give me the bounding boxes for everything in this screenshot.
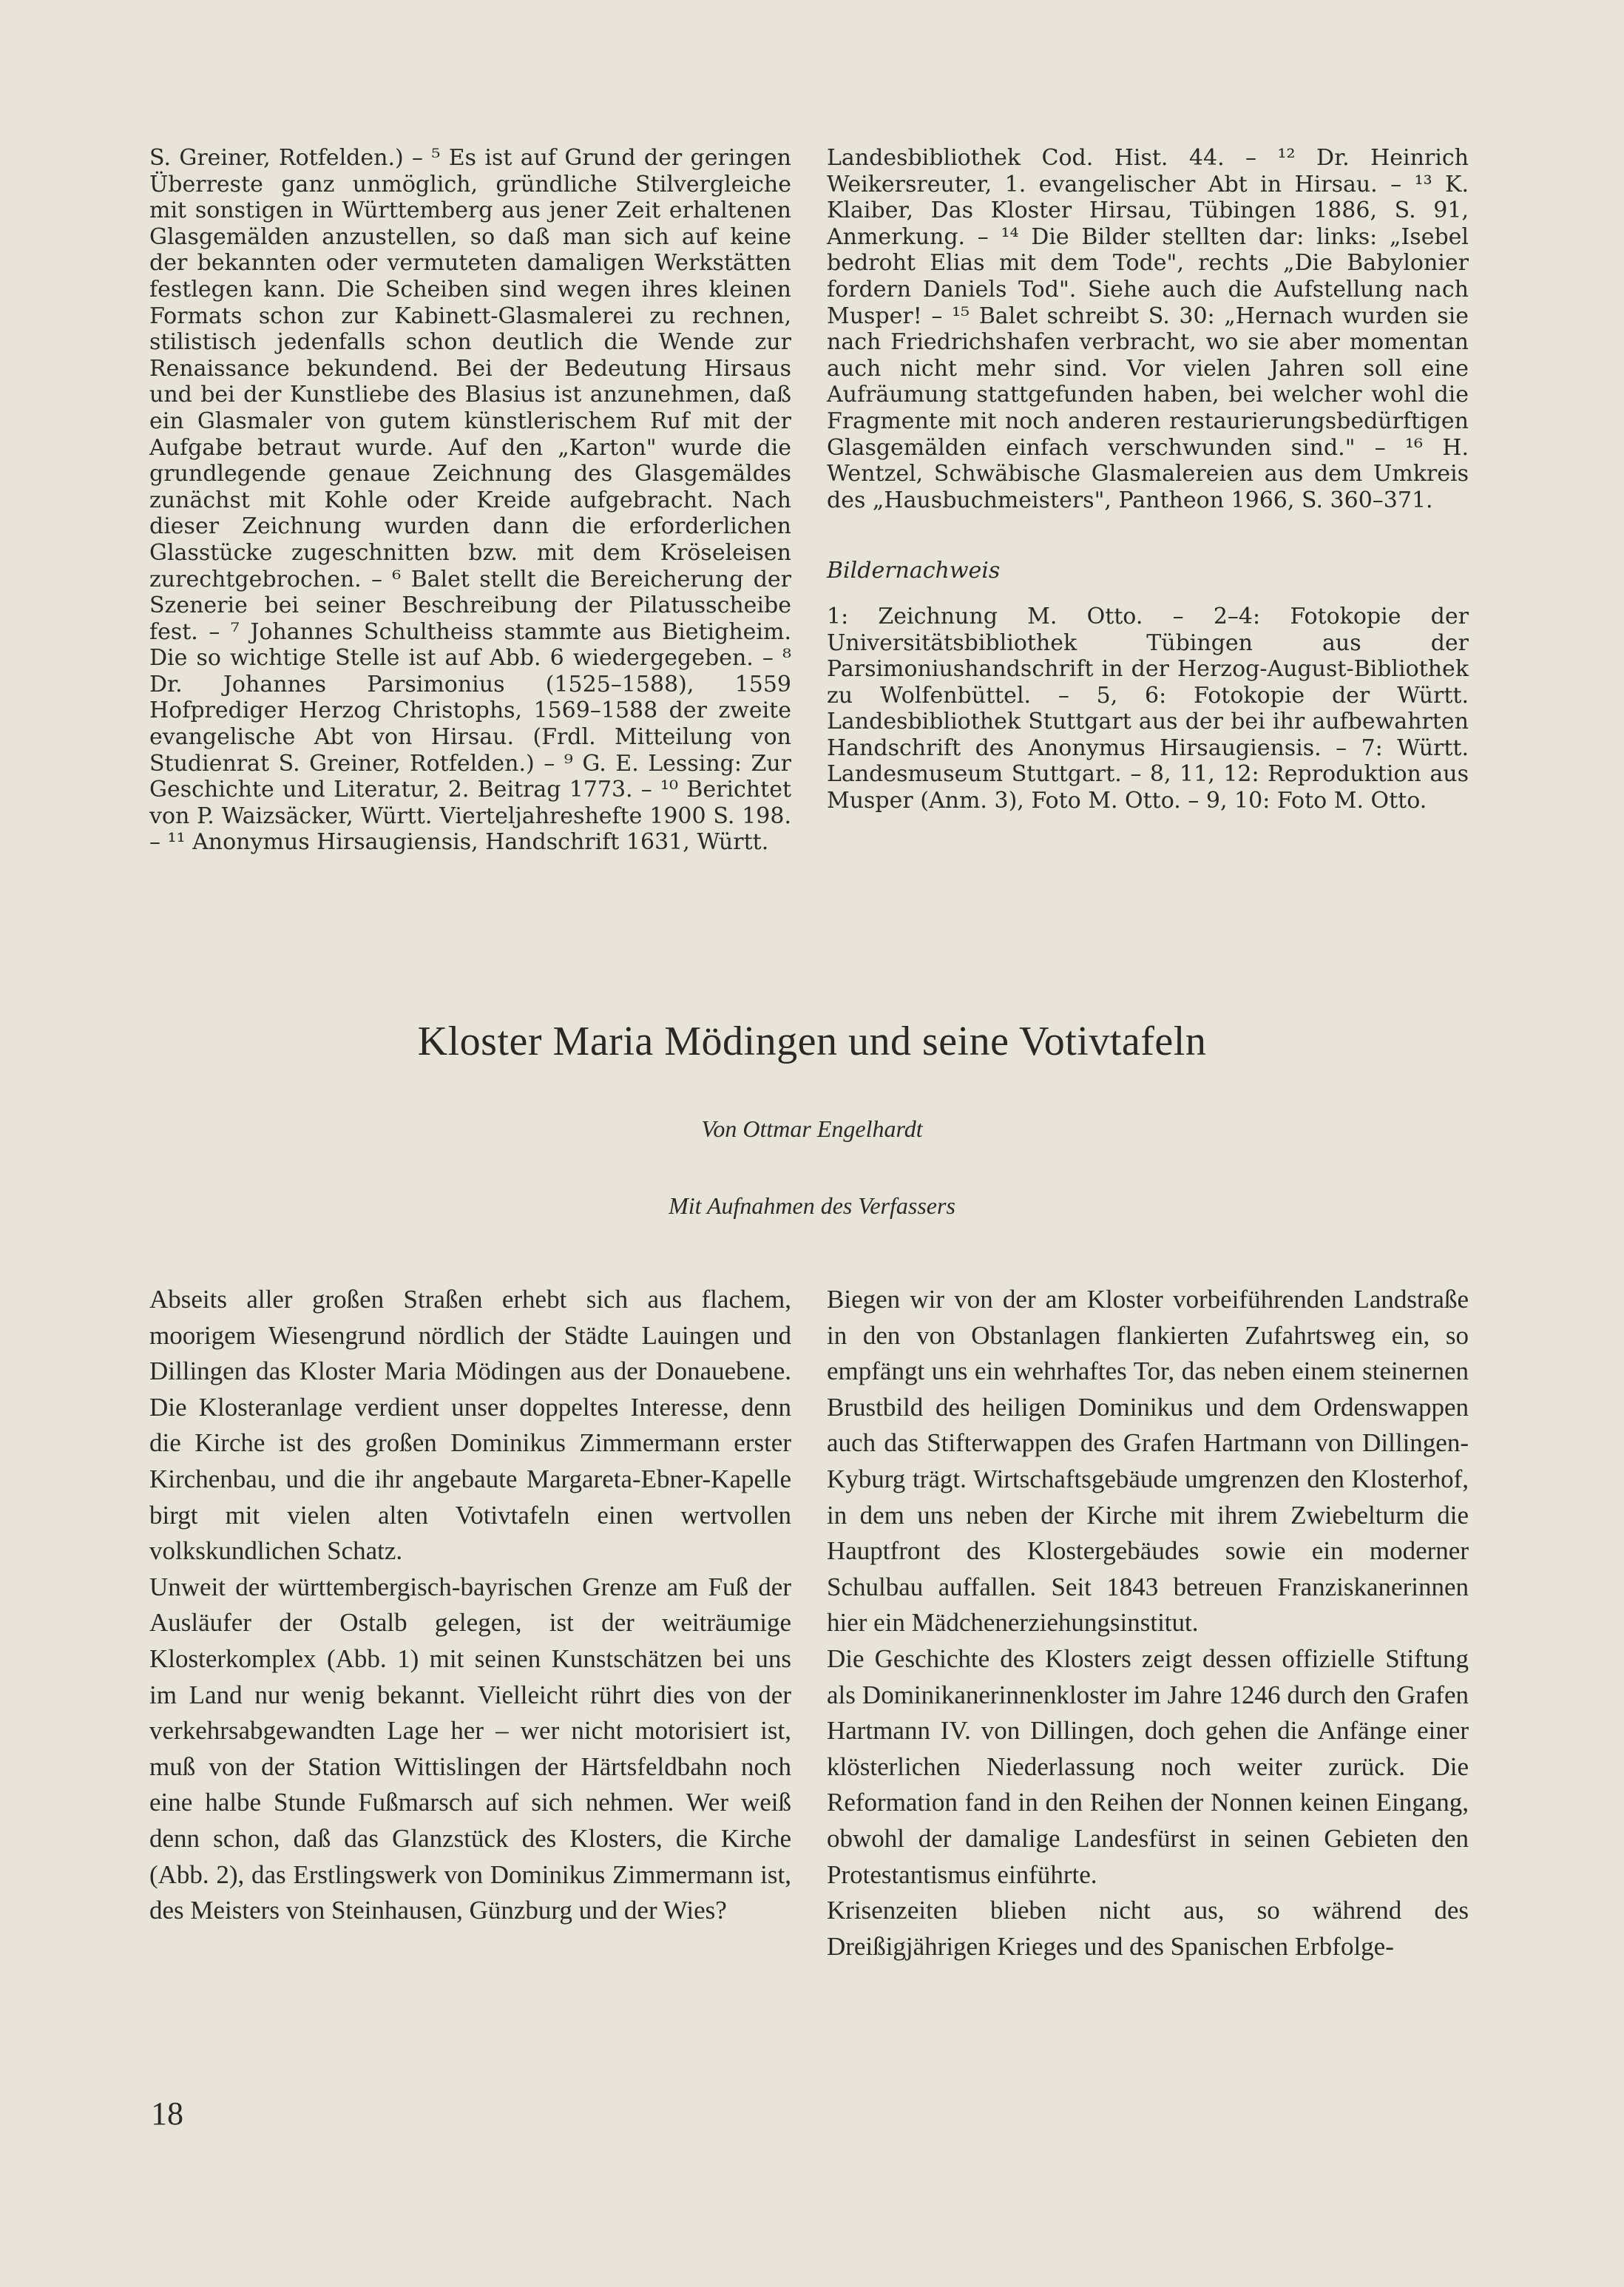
body-paragraph: Abseits aller großen Straßen erhebt sich aus flachem, moorigem Wiesengrund nördlich der Städte Lauingen und Dillingen das Kloster Maria Mödingen aus der Donauebene. Die Klosteranlage verdient unser doppeltes Interesse, denn die Kirche ist des großen Dominikus Zimmermann erster Kirchenbau, und die ihr angebaute Margareta-Ebner-Kapelle birgt mit vielen alten Votivtafeln einen wertvollen volkskundlichen Schatz. [149,1285,791,1566]
body-left-column [149,1282,791,1929]
footnotes-paragraph: Landesbibliothek Cod. Hist. 44. – ¹² Dr. Heinrich Weikersreuter, 1. evangelischer Abt in Hirsau. – ¹³ K. Klaiber, Das Kloster Hirsau, Tübingen 1886, S. 91, Anmerkung. – ¹⁴ Die Bilder stellten dar: links: „Isebel bedroht Elias mit dem Tode", rechts „Die Babylonier fordern Daniels Tod". Siehe auch die Aufstellung nach Musper! – ¹⁵ Balet schreibt S. 30: „Hernach wurden sie nach Friedrichshafen verbracht, wo sie aber momentan auch nicht mehr sind. Vor vielen Jahren soll eine Aufräumung stattgefunden haben, bei welcher wohl die Fragmente mit noch anderen restaurierungsbedürftigen Glasgemälden einfach verschwunden sind." – ¹⁶ H. Wentzel, Schwäbische Glasmalereien aus dem Umkreis des „Hausbuchmeisters", Pantheon 1966, S. 360–371. [827,145,1469,513]
article-byline: Von Ottmar Engelhardt [701,1115,923,1142]
page-number: 18 [151,2095,183,2132]
body-paragraph: Die Geschichte des Klosters zeigt dessen offizielle Stiftung als Dominikanerinnenkloster im Jahre 1246 durch den Grafen Hartmann IV. von Dillingen, doch gehen die Anfänge einer klösterlichen Niederlassung noch weiter zurück. Die Reformation fand in den Reihen der Nonnen keinen Eingang, obwohl der damalige Landesfürst in seinen Gebieten den Protestantismus einführte. [827,1644,1469,1889]
body-paragraph: Biegen wir von der am Kloster vorbeiführenden Landstraße in den von Obstanlagen flankierten Zufahrtsweg ein, so empfängt uns ein wehrhaftes Tor, das neben einem steinernen Brustbild des heiligen Dominikus und dem Ordenswappen auch das Stifterwappen des Grafen Hartmann von Dillingen-Kyburg trägt. Wirtschaftsgebäude umgrenzen den Klosterhof, in dem uns neben der Kirche mit ihrem Zwiebelturm die Hauptfront des Klostergebäudes sowie ein moderner Schulbau auffallen. Seit 1843 betreuen Franziskanerinnen hier ein Mädchenerziehungsinstitut. [827,1285,1469,1638]
body-right-column [827,1282,1469,1965]
photo-credit: Mit Aufnahmen des Verfassers [669,1192,955,1219]
bildernachweis-text: 1: Zeichnung M. Otto. – 2–4: Fotokopie der Universitätsbibliothek Tübingen aus der Parsimoniushandschrift in der Herzog-August-Bibliothek zu Wolfenbüttel. – 5, 6: Fotokopie der Württ. Landesbibliothek Stuttgart aus der bei ihr aufbewahrten Handschrift des Anonymus Hirsaugiensis. – 7: Württ. Landesmuseum Stuttgart. – 8, 11, 12: Reproduktion aus Musper (Anm. 3), Foto M. Otto. – 9, 10: Foto M. Otto. [827,603,1469,814]
bildernachweis-heading: Bildernachweis [827,558,1001,584]
footnotes-paragraph: S. Greiner, Rotfelden.) – ⁵ Es ist auf Grund der geringen Überreste ganz unmöglich, gründliche Stilvergleiche mit sonstigen in Württemberg aus jener Zeit erhaltenen Glasgemälden anzustellen, so daß man sich auf keine der bekannten oder vermuteten damaligen Werkstätten festlegen kann. Die Scheiben sind wegen ihres kleinen Formats schon zur Kabinett-Glasmalerei zu rechnen, stilistisch jedenfalls schon deutlich die Wende zur Renaissance bekundend. Bei der Bedeutung Hirsaus und bei der Kunstliebe des Blasius ist anzunehmen, daß ein Glasmaler von gutem künstlerischem Ruf mit der Aufgabe betraut wurde. Auf den „Karton" wurde die grundlegende genaue Zeichnung des Glasgemäldes zunächst mit Kohle oder Kreide aufgebracht. Nach dieser Zeichnung wurden dann die erforderlichen Glasstücke zugeschnitten bzw. mit dem Kröseleisen zurechtgebrochen. – ⁶ Balet stellt die Bereicherung der Szenerie bei seiner Beschreibung der Pilatusscheibe fest. – ⁷ Johannes Schultheiss stammte aus Bietigheim. Die so wichtige Stelle ist auf Abb. 6 wiedergegeben. – ⁸ Dr. Johannes Parsimonius (1525–1588), 1559 Hofprediger Herzog Christophs, 1569–1588 der zweite evangelische Abt von Hirsau. (Frdl. Mitteilung von Studienrat S. Greiner, Rotfelden.) – ⁹ G. E. Lessing: Zur Geschichte und Literatur, 2. Beitrag 1773. – ¹⁰ Berichtet von P. Waizsäcker, Württ. Vierteljahreshefte 1900 S. 198. – ¹¹ Anonymus Hirsaugiensis, Handschrift 1631, Württ. [149,145,791,856]
footnotes-left-column [149,145,791,856]
article-title: Kloster Maria Mödingen und seine Votivtafeln [417,1018,1207,1064]
footnotes-right-column [827,145,1469,814]
body-paragraph: Unweit der württembergisch-bayrischen Grenze am Fuß der Ausläufer der Ostalb gelegen, ist der weiträumige Klosterkomplex (Abb. 1) mit seinen Kunstschätzen bei uns im Land nur wenig bekannt. Vielleicht rührt dies von der verkehrsabgewandten Lage her – wer nicht motorisiert ist, muß von der Station Wittislingen der Härtsfeldbahn noch eine halbe Stunde Fußmarsch auf sich nehmen. Wer weiß denn schon, daß das Glanzstück des Klosters, die Kirche (Abb. 2), das Erstlingswerk von Dominikus Zimmermann ist, des Meisters von Steinhausen, Günzburg und der Wies? [149,1572,791,1925]
body-paragraph: Krisenzeiten blieben nicht aus, so während des Dreißigjährigen Krieges und des Spanischen Erbfolge- [827,1896,1469,1961]
